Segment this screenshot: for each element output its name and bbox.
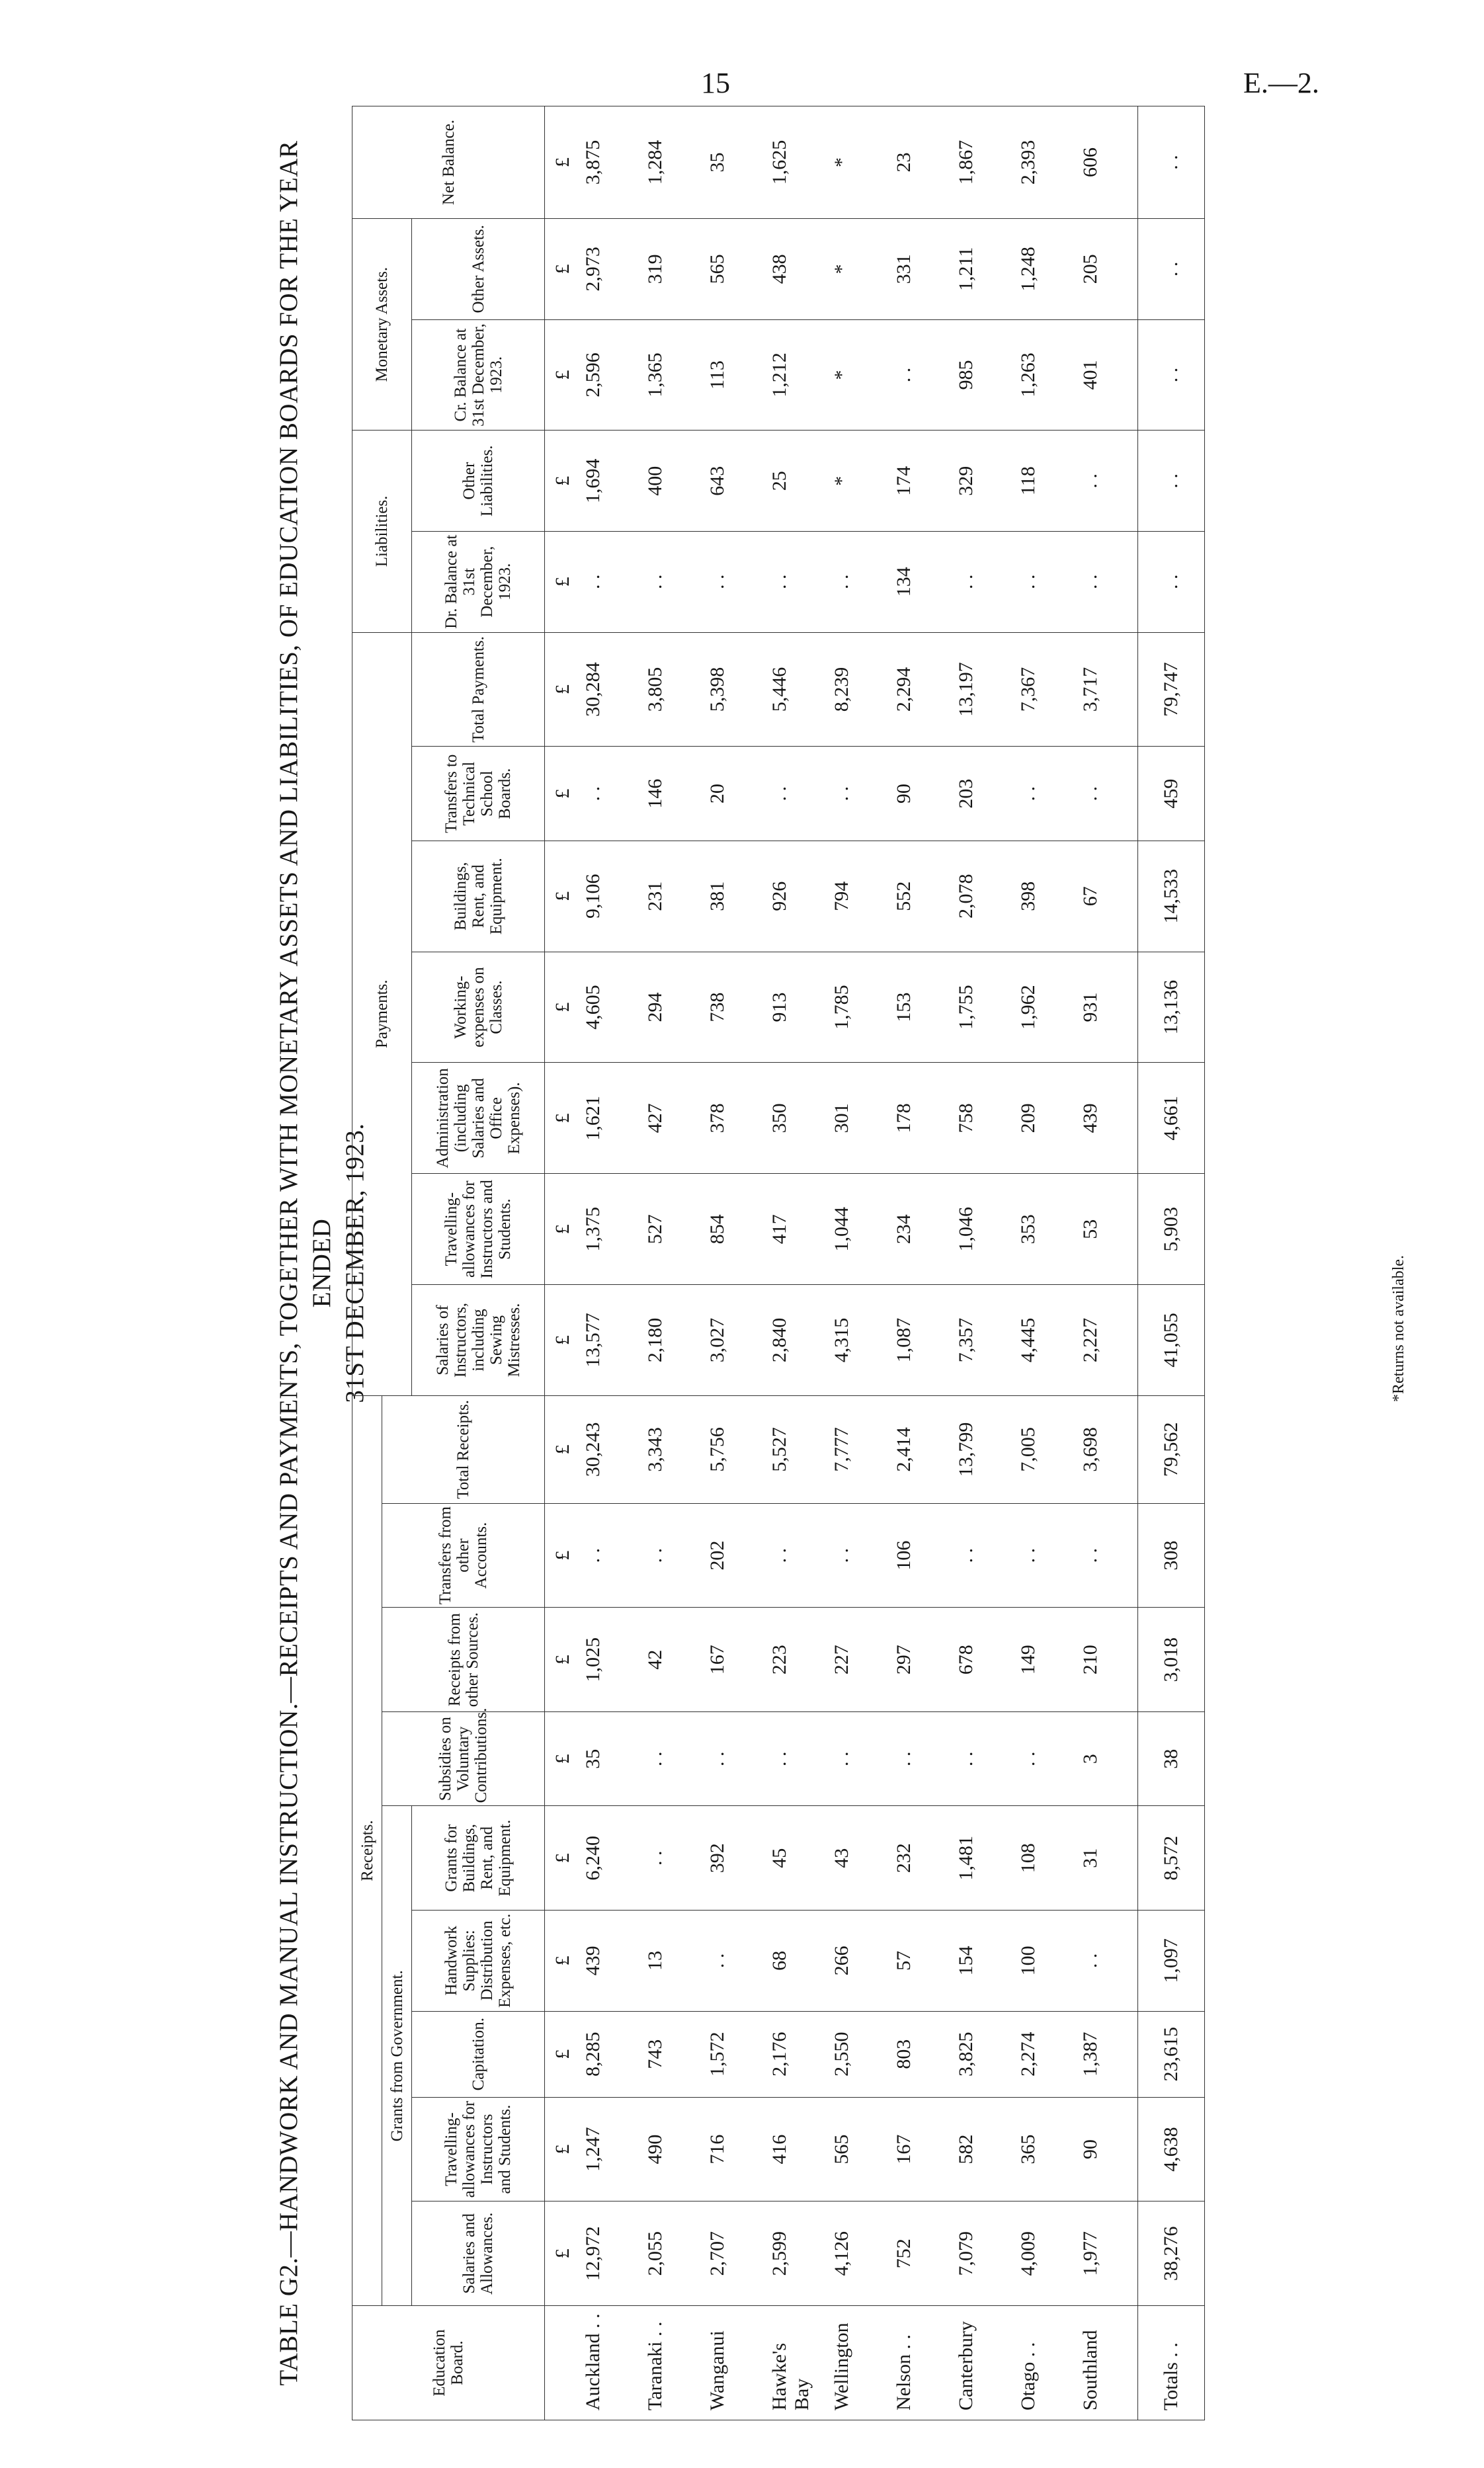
cell-value: 1,694 (578, 431, 640, 532)
cell-value: 1,481 (951, 1806, 1013, 1911)
cell-value: . . (827, 1503, 889, 1608)
cell-value: * (827, 319, 889, 431)
cell-value: 1,375 (578, 1174, 640, 1285)
cell-value: . . (640, 1806, 702, 1911)
col-header-grants-buildings: Grants for Buildings, Rent, and Equipment. (412, 1806, 545, 1911)
cell-value: 1,044 (827, 1174, 889, 1285)
cell-value: 4,661 (1138, 1063, 1205, 1174)
cell-board: Canterbury (951, 2306, 1013, 2420)
cell-value: 41,055 (1138, 1285, 1205, 1396)
cell-value: 1,962 (1013, 952, 1075, 1063)
table-title-line-2: 31ST DECEMBER, 1923. (341, 1123, 369, 1403)
cell-value: 582 (951, 2097, 1013, 2201)
cell-value: 400 (640, 431, 702, 532)
col-header-subsidies: Subsidies on Voluntary Contributions. (382, 1712, 545, 1806)
cell-value: 294 (640, 952, 702, 1063)
rotated-table-sheet (272, 53, 1410, 2420)
cell-value: 2,840 (764, 1285, 827, 1396)
cell-value: 1,211 (951, 219, 1013, 320)
cell-value: 2,294 (889, 632, 951, 747)
cell-value: 926 (764, 841, 827, 952)
cell-value: 606 (1075, 106, 1138, 219)
cell-value: . . (578, 531, 640, 632)
cell-value: 23 (889, 106, 951, 219)
footnote: *Returns not available. (1390, 1255, 1407, 1402)
cell-value: 301 (827, 1063, 889, 1174)
cell-value: 319 (640, 219, 702, 320)
cell-value: 794 (827, 841, 889, 952)
cell-value: 1,212 (764, 319, 827, 431)
cell-value: 985 (951, 319, 1013, 431)
table-row (1075, 106, 1138, 2420)
cell-value: . . (1138, 531, 1205, 632)
unit-cell: £ (545, 1285, 579, 1396)
table-row (702, 106, 764, 2420)
cell-value: . . (702, 1911, 764, 2012)
cell-value: . . (764, 1503, 827, 1608)
cell-value: 20 (702, 747, 764, 841)
cell-value: 2,550 (827, 2011, 889, 2097)
cell-value: 12,972 (578, 2201, 640, 2306)
cell-value: 5,446 (764, 632, 827, 747)
cell-value: 30,284 (578, 632, 640, 747)
cell-value: 416 (764, 2097, 827, 2201)
col-header-cr-balance: Cr. Balance at 31st December, 1923. (412, 319, 545, 431)
table-title-line-1: TABLE G2.—HANDWORK AND MANUAL INSTRUCTION.—RECEIPTS AND PAYMENTS, TOGETHER WITH MONETARY ASSETS AND LIABILITIES, OF EDUCATION BOARDS FOR THE YEAR ENDED (274, 140, 336, 2386)
cell-value: 353 (1013, 1174, 1075, 1285)
cell-value: 643 (702, 431, 764, 532)
cell-value: 25 (764, 431, 827, 532)
cell-value: 392 (702, 1806, 764, 1911)
cell-board: Hawke's Bay (764, 2306, 827, 2420)
unit-cell: £ (545, 531, 579, 632)
cell-value: 45 (764, 1806, 827, 1911)
cell-value: 3,343 (640, 1395, 702, 1503)
cell-value: 1,248 (1013, 219, 1075, 320)
cell-board: Southland (1075, 2306, 1138, 2420)
cell-value: . . (640, 531, 702, 632)
cell-value: . . (827, 531, 889, 632)
cell-value: 31 (1075, 1806, 1138, 1911)
cell-value: 174 (889, 431, 951, 532)
cell-value: 1,755 (951, 952, 1013, 1063)
cell-board: Totals . . (1138, 2306, 1205, 2420)
cell-value: 134 (889, 531, 951, 632)
cell-value: 1,785 (827, 952, 889, 1063)
table-row (764, 106, 827, 2420)
table-row (827, 106, 889, 2420)
cell-value: 5,527 (764, 1395, 827, 1503)
cell-value: 1,977 (1075, 2201, 1138, 2306)
cell-value: 2,973 (578, 219, 640, 320)
cell-value: 210 (1075, 1608, 1138, 1712)
cell-value: 854 (702, 1174, 764, 1285)
cell-board: Wellington (827, 2306, 889, 2420)
cell-value: . . (578, 1503, 640, 1608)
cell-value: 7,367 (1013, 632, 1075, 747)
cell-value: 2,414 (889, 1395, 951, 1503)
cell-value: 57 (889, 1911, 951, 2012)
cell-board: Wanganui (702, 2306, 764, 2420)
cell-value: 3,698 (1075, 1395, 1138, 1503)
cell-value: 149 (1013, 1608, 1075, 1712)
cell-board: Auckland . . (578, 2306, 640, 2420)
cell-value: 67 (1075, 841, 1138, 952)
cell-value: 205 (1075, 219, 1138, 320)
cell-value: 417 (764, 1174, 827, 1285)
unit-cell (545, 2306, 579, 2420)
cell-value: 752 (889, 2201, 951, 2306)
cell-value: 90 (889, 747, 951, 841)
cell-value: 678 (951, 1608, 1013, 1712)
cell-value: 100 (1013, 1911, 1075, 2012)
cell-value: . . (1138, 219, 1205, 320)
cell-value: 3 (1075, 1712, 1138, 1806)
cell-value: 1,284 (640, 106, 702, 219)
col-header-receipts-other-sources: Receipts from other Sources. (382, 1608, 545, 1712)
table-row (640, 106, 702, 2420)
cell-value: . . (1075, 431, 1138, 532)
unit-cell: £ (545, 1608, 579, 1712)
cell-value: 7,079 (951, 2201, 1013, 2306)
cell-value: . . (1075, 1503, 1138, 1608)
cell-value: 79,562 (1138, 1395, 1205, 1503)
cell-value: 2,596 (578, 319, 640, 431)
cell-value: 438 (764, 219, 827, 320)
cell-value: 231 (640, 841, 702, 952)
currency-unit-row (545, 106, 579, 2420)
cell-value: . . (764, 531, 827, 632)
unit-cell: £ (545, 2097, 579, 2201)
cell-value: 13,799 (951, 1395, 1013, 1503)
cell-value: 329 (951, 431, 1013, 532)
cell-value: . . (764, 1712, 827, 1806)
col-header-transfers-to-technical: Transfers to Technical School Boards. (412, 747, 545, 841)
cell-value: 565 (827, 2097, 889, 2201)
cell-value: 30,243 (578, 1395, 640, 1503)
cell-value: 7,357 (951, 1285, 1013, 1396)
cell-value: 13 (640, 1911, 702, 2012)
cell-value: 2,393 (1013, 106, 1075, 219)
cell-value: 14,533 (1138, 841, 1205, 952)
cell-value: 2,599 (764, 2201, 827, 2306)
cell-value: 350 (764, 1063, 827, 1174)
cell-value: 381 (702, 841, 764, 952)
cell-value: 108 (1013, 1806, 1075, 1911)
cell-value: 401 (1075, 319, 1138, 431)
cell-value: 154 (951, 1911, 1013, 2012)
unit-cell: £ (545, 1806, 579, 1911)
col-header-working-expenses: Working-expenses on Classes. (412, 952, 545, 1063)
group-header-liabilities: Liabilities. (352, 431, 412, 632)
cell-value: 1,625 (764, 106, 827, 219)
cell-value: 13,197 (951, 632, 1013, 747)
unit-cell: £ (545, 1395, 579, 1503)
cell-value: . . (578, 747, 640, 841)
unit-cell: £ (545, 1911, 579, 2012)
cell-value: 439 (1075, 1063, 1138, 1174)
group-header-payments: Payments. (352, 632, 412, 1395)
col-header-transfers-from-other-accounts: Transfers from other Accounts. (382, 1503, 545, 1608)
cell-value: 2,227 (1075, 1285, 1138, 1396)
totals-row (1138, 106, 1205, 2420)
cell-value: 4,315 (827, 1285, 889, 1396)
cell-value: 365 (1013, 2097, 1075, 2201)
unit-cell: £ (545, 219, 579, 320)
cell-value: 803 (889, 2011, 951, 2097)
cell-value: 2,274 (1013, 2011, 1075, 2097)
cell-value: 4,445 (1013, 1285, 1075, 1396)
cell-value: 1,247 (578, 2097, 640, 2201)
cell-value: 223 (764, 1608, 827, 1712)
cell-value: . . (702, 531, 764, 632)
cell-value: 1,046 (951, 1174, 1013, 1285)
unit-cell: £ (545, 319, 579, 431)
unit-cell: £ (545, 2011, 579, 2097)
cell-value: 308 (1138, 1503, 1205, 1608)
cell-value: 68 (764, 1911, 827, 2012)
cell-value: * (827, 219, 889, 320)
cell-value: 3,805 (640, 632, 702, 747)
cell-value: 53 (1075, 1174, 1138, 1285)
cell-value: . . (640, 1503, 702, 1608)
cell-value: 38,276 (1138, 2201, 1205, 2306)
cell-value: 9,106 (578, 841, 640, 952)
table-row (578, 106, 640, 2420)
cell-value: . . (1138, 106, 1205, 219)
cell-value: . . (1138, 319, 1205, 431)
cell-value: 167 (702, 1608, 764, 1712)
cell-value: 427 (640, 1063, 702, 1174)
col-header-other-assets: Other Assets. (412, 219, 545, 320)
cell-value: . . (1013, 1712, 1075, 1806)
cell-value: 1,387 (1075, 2011, 1138, 2097)
cell-value: 90 (1075, 2097, 1138, 2201)
cell-value: . . (951, 1712, 1013, 1806)
cell-value: 113 (702, 319, 764, 431)
cell-value: . . (1075, 531, 1138, 632)
cell-value: 5,756 (702, 1395, 764, 1503)
cell-value: . . (827, 747, 889, 841)
cell-value: 8,572 (1138, 1806, 1205, 1911)
cell-value: . . (951, 1503, 1013, 1608)
cell-value: . . (764, 747, 827, 841)
cell-value: 4,009 (1013, 2201, 1075, 2306)
cell-value: 7,777 (827, 1395, 889, 1503)
cell-value: 38 (1138, 1712, 1205, 1806)
cell-value: 439 (578, 1911, 640, 2012)
cell-value: 527 (640, 1174, 702, 1285)
col-header-salaries-of-instructors: Salaries of Instructors, including Sewing Mistresses. (412, 1285, 545, 1396)
cell-value: . . (827, 1712, 889, 1806)
cell-value: 913 (764, 952, 827, 1063)
cell-value: 743 (640, 2011, 702, 2097)
cell-board: Otago . . (1013, 2306, 1075, 2420)
group-header-grants-from-government: Grants from Government. (382, 1806, 412, 2306)
col-header-dr-balance: Dr. Balance at 31st December, 1923. (412, 531, 545, 632)
unit-cell: £ (545, 632, 579, 747)
cell-value: 2,055 (640, 2201, 702, 2306)
cell-value: . . (1013, 531, 1075, 632)
cell-board: Taranaki . . (640, 2306, 702, 2420)
col-header-capitation: Capitation. (412, 2011, 545, 2097)
cell-value: 6,240 (578, 1806, 640, 1911)
cell-value: 232 (889, 1806, 951, 1911)
cell-value: . . (1075, 747, 1138, 841)
cell-value: 3,717 (1075, 632, 1138, 747)
cell-value: 738 (702, 952, 764, 1063)
cell-value: 1,263 (1013, 319, 1075, 431)
cell-value: 227 (827, 1608, 889, 1712)
cell-value: 3,027 (702, 1285, 764, 1396)
cell-value: 459 (1138, 747, 1205, 841)
cell-value: * (827, 106, 889, 219)
cell-value: 2,707 (702, 2201, 764, 2306)
col-header-education-board: Education Board. (352, 2306, 545, 2420)
unit-cell: £ (545, 106, 579, 219)
col-header-buildings-rent-equipment: Buildings, Rent, and Equipment. (412, 841, 545, 952)
page-reference: E.—2. (1243, 67, 1319, 99)
cell-value: 4,126 (827, 2201, 889, 2306)
unit-cell: £ (545, 1063, 579, 1174)
table-row (1013, 106, 1075, 2420)
cell-value: 4,638 (1138, 2097, 1205, 2201)
cell-value: . . (1013, 1503, 1075, 1608)
cell-value: . . (889, 319, 951, 431)
cell-value: 153 (889, 952, 951, 1063)
unit-cell: £ (545, 1174, 579, 1285)
cell-value: . . (640, 1712, 702, 1806)
cell-value: 43 (827, 1806, 889, 1911)
unit-cell: £ (545, 1712, 579, 1806)
group-header-monetary-assets: Monetary Assets. (352, 219, 412, 431)
cell-value: 2,176 (764, 2011, 827, 2097)
cell-value: 931 (1075, 952, 1138, 1063)
cell-value: 2,078 (951, 841, 1013, 952)
cell-value: 266 (827, 1911, 889, 2012)
cell-value: . . (1075, 1911, 1138, 2012)
unit-cell: £ (545, 841, 579, 952)
col-header-net-balance: Net Balance. (352, 106, 545, 219)
cell-value: 1,365 (640, 319, 702, 431)
cell-value: 5,903 (1138, 1174, 1205, 1285)
cell-value: 7,005 (1013, 1395, 1075, 1503)
cell-value: 398 (1013, 841, 1075, 952)
cell-value: 3,825 (951, 2011, 1013, 2097)
cell-value: 3,018 (1138, 1608, 1205, 1712)
col-header-total-payments: Total Payments. (412, 632, 545, 747)
cell-value: 490 (640, 2097, 702, 2201)
table-row (951, 106, 1013, 2420)
table-row (889, 106, 951, 2420)
cell-board: Nelson . . (889, 2306, 951, 2420)
unit-cell: £ (545, 2201, 579, 2306)
cell-value: 716 (702, 2097, 764, 2201)
cell-value: 1,025 (578, 1608, 640, 1712)
cell-value: . . (702, 1712, 764, 1806)
cell-value: 565 (702, 219, 764, 320)
col-header-administration: Administration (including Salaries and Office Expenses). (412, 1063, 545, 1174)
cell-value: 13,577 (578, 1285, 640, 1396)
col-header-handwork-supplies: Handwork Supplies: Distribution Expenses, etc. (412, 1911, 545, 2012)
page-number: 15 (701, 67, 730, 99)
col-header-other-liabilities: Other Liabilities. (412, 431, 545, 532)
cell-value: 202 (702, 1503, 764, 1608)
cell-value: 167 (889, 2097, 951, 2201)
cell-value: 1,097 (1138, 1911, 1205, 2012)
cell-value: 23,615 (1138, 2011, 1205, 2097)
cell-value: 106 (889, 1503, 951, 1608)
cell-value: 79,747 (1138, 632, 1205, 747)
cell-value: . . (1013, 747, 1075, 841)
cell-value: 118 (1013, 431, 1075, 532)
cell-value: 203 (951, 747, 1013, 841)
cell-value: 2,180 (640, 1285, 702, 1396)
cell-value: . . (889, 1712, 951, 1806)
cell-value: 5,398 (702, 632, 764, 747)
cell-value: 758 (951, 1063, 1013, 1174)
cell-value: 35 (702, 106, 764, 219)
cell-value: 378 (702, 1063, 764, 1174)
cell-value: 331 (889, 219, 951, 320)
unit-cell: £ (545, 1503, 579, 1608)
unit-cell: £ (545, 747, 579, 841)
cell-value: 234 (889, 1174, 951, 1285)
cell-value: 209 (1013, 1063, 1075, 1174)
unit-cell: £ (545, 431, 579, 532)
unit-cell: £ (545, 952, 579, 1063)
cell-value: 1,087 (889, 1285, 951, 1396)
cell-value: . . (1138, 431, 1205, 532)
cell-value: 4,605 (578, 952, 640, 1063)
cell-value: 552 (889, 841, 951, 952)
col-header-total-receipts: Total Receipts. (382, 1395, 545, 1503)
cell-value: 42 (640, 1608, 702, 1712)
cell-value: 1,621 (578, 1063, 640, 1174)
cell-value: 1,572 (702, 2011, 764, 2097)
cell-value: . . (951, 531, 1013, 632)
group-header-receipts: Receipts. (352, 1395, 382, 2305)
cell-value: 1,867 (951, 106, 1013, 219)
cell-value: 3,875 (578, 106, 640, 219)
receipts-payments-table (352, 106, 1205, 2420)
cell-value: 146 (640, 747, 702, 841)
cell-value: 35 (578, 1712, 640, 1806)
cell-value: 178 (889, 1063, 951, 1174)
col-header-travelling-allowances-receipts: Travelling-allowances for Instructors and Students. (412, 2097, 545, 2201)
col-header-travelling-allowances-payments: Travelling-allowances for Instructors and Students. (412, 1174, 545, 1285)
cell-value: 8,239 (827, 632, 889, 747)
cell-value: 8,285 (578, 2011, 640, 2097)
cell-value: * (827, 431, 889, 532)
cell-value: 297 (889, 1608, 951, 1712)
cell-value: 13,136 (1138, 952, 1205, 1063)
col-header-salaries-and-allowances: Salaries and Allowances. (412, 2201, 545, 2306)
